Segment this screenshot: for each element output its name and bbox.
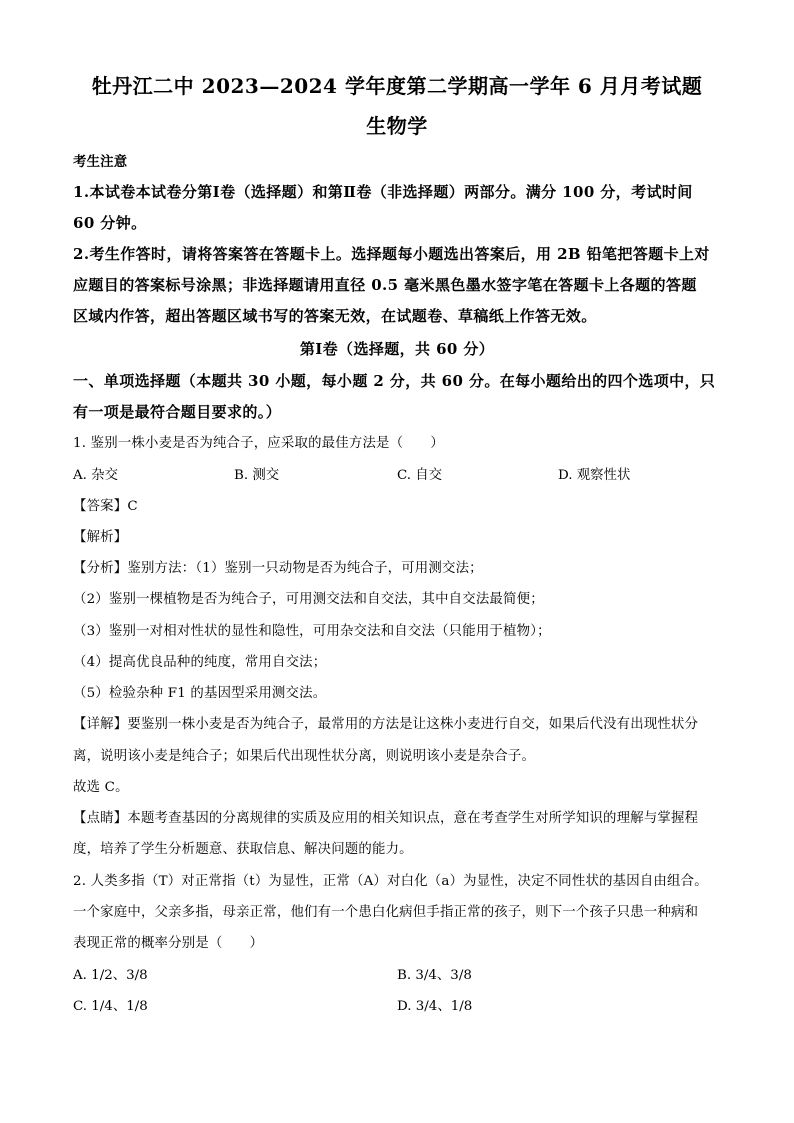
notice-heading: 考生注意 [73, 154, 128, 170]
notice-line-1: 1.本试卷本试卷分第Ⅰ卷（选择题）和第Ⅱ卷（非选择题）两部分。满分 100 分，考试时间 [73, 183, 693, 201]
q1-option-d: D. 观察性状 [558, 468, 631, 483]
notice-line-3: 2.考生作答时，请将答案答在答题卡上。选择题每小题选出答案后，用 2B 铅笔把答题卡上对 [73, 245, 710, 263]
q1-analysis-tag: 【解析】 [73, 530, 128, 545]
q1-fenxi-line-4: （4）提高优良品种的纯度，常用自交法； [73, 655, 327, 670]
q1-stem: 1. 鉴别一株小麦是否为纯合子，应采取的最佳方法是（ ） [73, 436, 444, 451]
q2-option-c: C. 1/4、1/8 [73, 999, 148, 1014]
q1-fenxi-line-1 [73, 557, 483, 576]
notice-line-5: 区域内作答，超出答题区域书写的答案无效，在试题卷、草稿纸上作答无效。 [73, 307, 597, 325]
xiangjie-tag: 【详解】 [73, 717, 128, 732]
q1-answer [73, 495, 138, 514]
q2-option-b: B. 3/4、3/8 [397, 968, 472, 983]
part1-heading: 第Ⅰ卷（选择题，共 60 分） [299, 340, 495, 358]
dianjing-text: 本题考查基因的分离规律的实质及应用的相关知识点，意在考查学生对所学知识的理解与掌握程 [127, 811, 699, 826]
q1-xiangjie-line-1 [73, 713, 698, 732]
notice-line-2: 60 分钟。 [73, 214, 147, 232]
q2-option-a: A. 1/2、3/8 [73, 968, 148, 983]
q1-fenxi-line-5: （5）检验杂种 F1 的基因型采用测交法。 [73, 686, 327, 701]
answer-tag: 【答案】 [73, 499, 128, 514]
subject-title: 生物学 [366, 114, 428, 138]
q1-dianjing-line-1 [73, 807, 698, 826]
q1-fenxi-line-2: （2）鉴别一棵植物是否为纯合子，可用测交法和自交法，其中自交法最简便； [73, 592, 544, 607]
xiangjie-text: 要鉴别一株小麦是否为纯合子，最常用的方法是让这株小麦进行自交，如果后代没有出现性状分 [127, 717, 699, 732]
q1-option-b: B. 测交 [234, 468, 280, 483]
q1-option-a: A. 杂交 [73, 468, 118, 483]
fenxi-tag: 【分析】 [73, 561, 128, 576]
q1-fenxi-line-3: （3）鉴别一对相对性状的显性和隐性，可用杂交法和自交法（只能用于植物）； [73, 624, 551, 639]
exam-title: 牡丹江二中 2023—2024 学年度第二学期高一学年 6 月月考试题 [91, 74, 703, 98]
answer-value: C [127, 499, 138, 514]
q1-xiangjie-line-2: 离，说明该小麦是纯合子；如果后代出现性状分离，则说明该小麦是杂合子。 [73, 749, 536, 764]
section-instructions-2: 有一项是最符合题目要求的。） [73, 403, 282, 421]
q2-option-d: D. 3/4、1/8 [397, 999, 473, 1014]
q1-option-c: C. 自交 [397, 468, 443, 483]
notice-line-4: 应题目的答案标号涂黑；非选择题请用直径 0.5 毫米黑色墨水签字笔在答题卡上各题的答题 [73, 276, 697, 294]
fenxi-text: 鉴别方法：（1）鉴别一只动物是否为纯合子，可用测交法； [127, 561, 483, 576]
q2-stem-line-3: 表现正常的概率分别是（ ） [73, 936, 264, 951]
q2-stem-line-1: 2. 人类多指（T）对正常指（t）为显性，正常（A）对白化（a）为显性，决定不同性状的基因自由组合。 [73, 874, 708, 889]
q2-stem-line-2: 一个家庭中，父亲多指，母亲正常，他们有一个患白化病但手指正常的孩子，则下一个孩子只患一种病和 [73, 905, 699, 920]
dianjing-tag: 【点睛】 [73, 811, 128, 826]
section-instructions-1: 一、单项选择题（本题共 30 小题，每小题 2 分，共 60 分。在每小题给出的四个选项中，只 [73, 372, 716, 390]
q1-choose: 故选 C。 [73, 780, 129, 795]
q1-dianjing-line-2: 度，培养了学生分析题意、获取信息、解决问题的能力。 [73, 842, 413, 857]
